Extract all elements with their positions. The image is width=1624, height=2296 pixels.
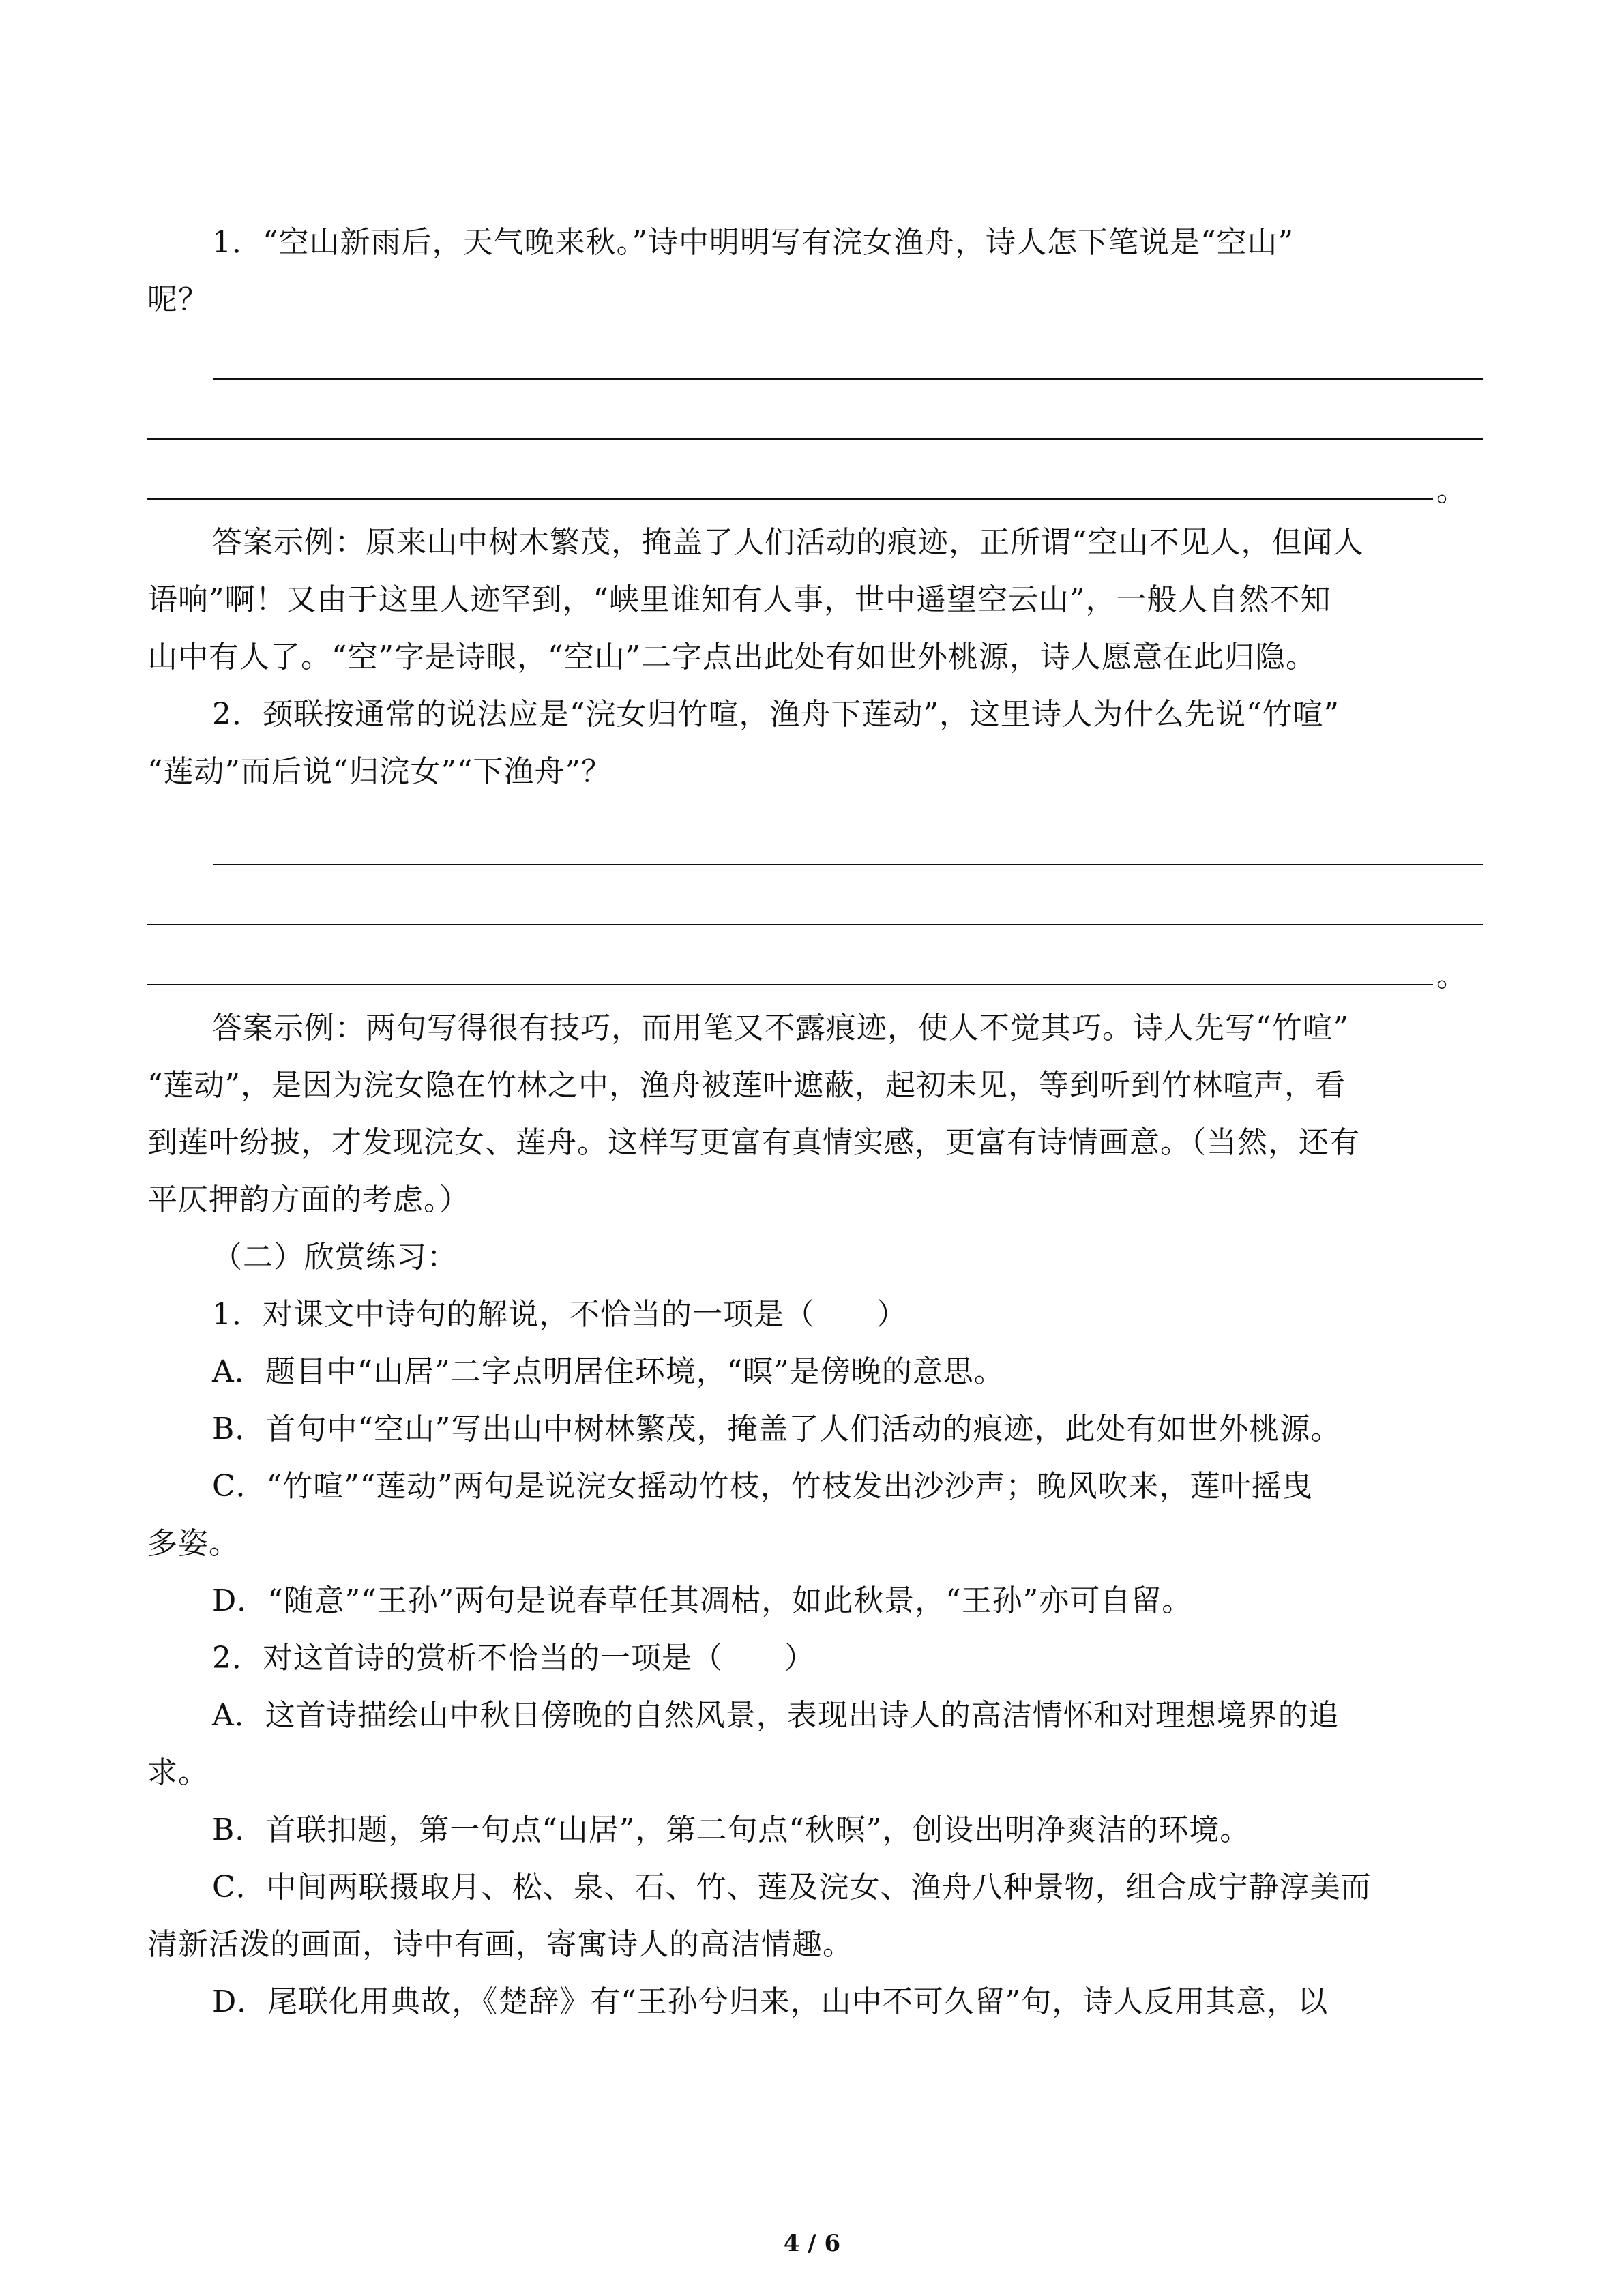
answer-2-text: 到莲叶纷披，才发现浣女、莲舟。这样写更富有真情实感，更富有诗情画意。（当然，还有 (147, 1125, 1360, 1160)
answer-1-text: 语响”啊！又由于这里人迹罕到，“峡里谁知有人事，世中遥望空云山”，一般人自然不知 (147, 582, 1331, 617)
mc-2-option-c-cont: 清新活泼的画面，诗中有画，寄寓诗人的高洁情趣。 (147, 1927, 853, 1962)
mc-1-option-c: C．“竹喧”“莲动”两句是说浣女摇动竹枝，竹枝发出沙沙声；晚风吹来，莲叶摇曳 (212, 1469, 1313, 1504)
answer-1-text: 答案示例：原来山中树木繁茂，掩盖了人们活动的痕迹，正所谓“空山不见人，但闻人 (212, 525, 1364, 560)
answer-blank-line (147, 498, 1433, 500)
mc-1-option-b: B．首句中“空山”写出山中树林繁茂，掩盖了人们活动的痕迹，此处有如世外桃源。 (212, 1412, 1342, 1446)
blank-period: 。 (1436, 959, 1466, 994)
section-title: （二）欣赏练习： (212, 1240, 458, 1274)
mc-question-2: 2．对这首诗的赏析不恰当的一项是（ ） (212, 1641, 815, 1675)
question-2-text-cont: “莲动”而后说“归浣女”“下渔舟”？ (147, 754, 612, 789)
mc-question-1: 1．对课文中诗句的解说，不恰当的一项是（ ） (212, 1297, 907, 1332)
mc-2-option-b: B．首联扣题，第一句点“山居”，第二句点“秋暝”，创设出明净爽洁的环境。 (212, 1813, 1251, 1847)
answer-blank-line (147, 438, 1483, 440)
question-1-text-cont: 呢？ (147, 282, 209, 317)
answer-1-text: 山中有人了。“空”字是诗眼，“空山”二字点出此处有如世外桃源，诗人愿意在此归隐。 (147, 640, 1316, 674)
answer-2-text: 平仄押韵方面的考虑。） (147, 1182, 470, 1217)
mc-2-option-c: C．中间两联摄取月、松、泉、石、竹、莲及浣女、渔舟八种景物，组合成宁静淳美而 (212, 1870, 1372, 1905)
mc-1-option-a: A．题目中“山居”二字点明居住环境，“暝”是傍晚的意思。 (212, 1354, 1005, 1389)
answer-2-text: 答案示例：两句写得很有技巧，而用笔又不露痕迹，使人不觉其巧。诗人先写“竹喧” (212, 1011, 1349, 1045)
mc-1-option-c-cont: 多姿。 (147, 1526, 239, 1561)
mc-2-option-a: A．这首诗描绘山中秋日傍晚的自然风景，表现出诗人的高洁情怀和对理想境界的追 (212, 1698, 1340, 1733)
answer-blank-line (147, 924, 1483, 925)
mc-1-option-d: D．“随意”“王孙”两句是说春草任其凋枯，如此秋景，“王孙”亦可自留。 (212, 1583, 1193, 1618)
question-2-text: 2．颈联按通常的说法应是“浣女归竹喧，渔舟下莲动”，这里诗人为什么先说“竹喧” (212, 697, 1340, 732)
page-number: 4 / 6 (783, 2230, 841, 2257)
answer-blank-line (147, 984, 1433, 985)
blank-period: 。 (1436, 473, 1466, 508)
answer-blank-line (213, 378, 1483, 380)
answer-blank-line (213, 864, 1483, 865)
mc-2-option-d: D．尾联化用典故，《楚辞》有“王孙兮归来，山中不可久留”句，诗人反用其意，以 (212, 1984, 1329, 2019)
answer-2-text: “莲动”，是因为浣女隐在竹林之中，渔舟被莲叶遮蔽，起初未见，等到听到竹林喧声，看 (147, 1068, 1346, 1103)
question-1-text: 1．“空山新雨后，天气晚来秋。”诗中明明写有浣女渔舟，诗人怎下笔说是“空山” (212, 225, 1294, 260)
mc-2-option-a-cont: 求。 (147, 1755, 209, 1790)
